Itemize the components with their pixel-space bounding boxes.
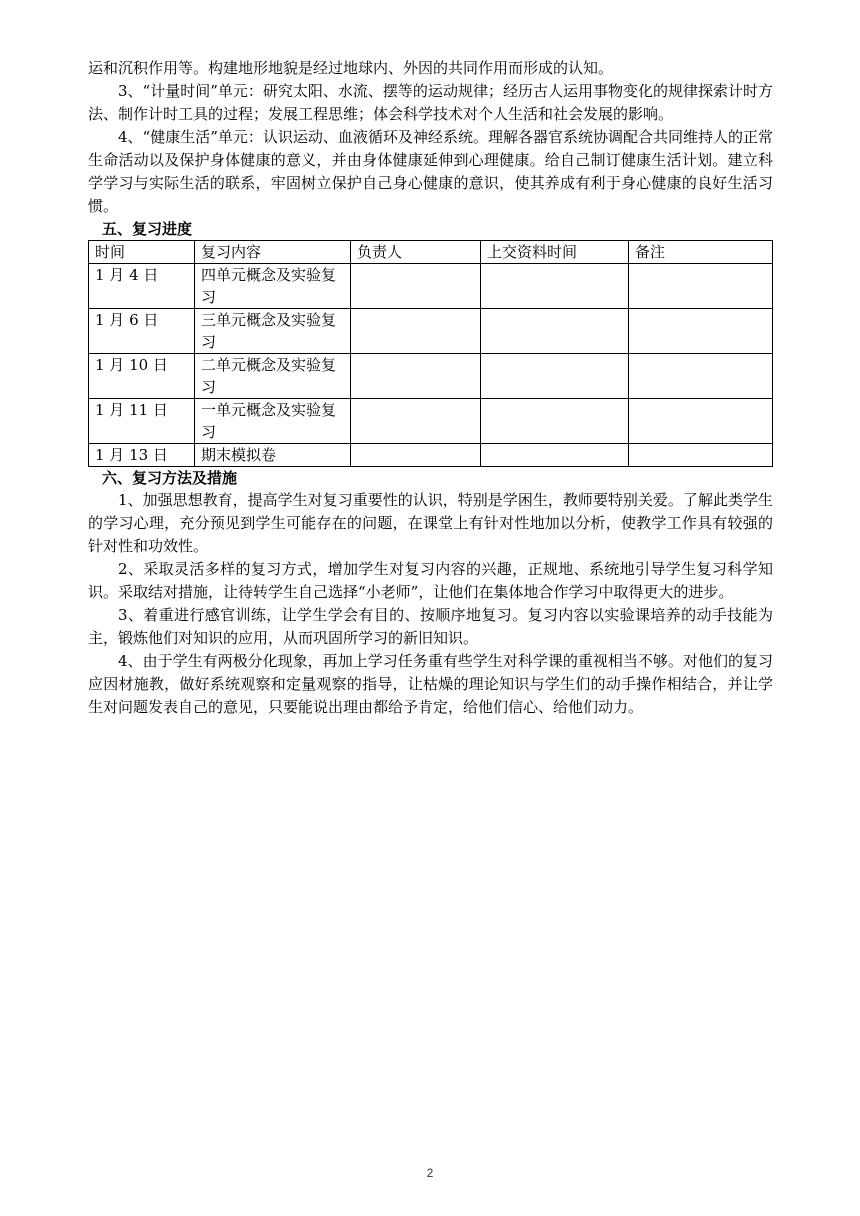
table-cell-submit-time bbox=[481, 264, 629, 309]
paragraph-method-2: 2、采取灵活多样的复习方式，增加学生对复习内容的兴趣，正规地、系统地引导学生复习科学知识。采取结对措施，让待转学生自己选择“小老师”，让他们在集体地合作学习中取得更大的进步。 bbox=[88, 560, 773, 601]
table-cell-notes bbox=[629, 309, 773, 354]
table-cell-date: 1 月 4 日 bbox=[89, 264, 195, 309]
table-cell-submit-time bbox=[481, 399, 629, 444]
table-cell-owner bbox=[351, 309, 481, 354]
table-header-cell: 负责人 bbox=[351, 241, 481, 264]
table-header-cell: 上交资料时间 bbox=[481, 241, 629, 264]
table-row bbox=[89, 309, 773, 354]
paragraph-method-4: 4、由于学生有两极分化现象，再加上学习任务重有些学生对科学课的重视相当不够。对他们的复习应因材施教，做好系统观察和定量观察的指导，让枯燥的理论知识与学生们的动手操作相结合，并让学生对问题发表自己的意见，只要能说出理由都给予肯定，给他们信心、给他们动力。 bbox=[88, 652, 773, 716]
table-cell-content: 期末模拟卷 bbox=[195, 444, 351, 467]
table-row bbox=[89, 399, 773, 444]
table-cell-submit-time bbox=[481, 309, 629, 354]
table-cell-notes bbox=[629, 444, 773, 467]
page-number: 2 bbox=[426, 1166, 434, 1180]
table-cell-owner bbox=[351, 399, 481, 444]
paragraph-unit-time: 3、“计量时间”单元：研究太阳、水流、摆等的运动规律；经历古人运用事物变化的规律探索计时方法、制作计时工具的过程；发展工程思维；体会科学技术对个人生活和社会发展的影响。 bbox=[88, 82, 773, 123]
table-cell-date: 1 月 6 日 bbox=[89, 309, 195, 354]
table-row bbox=[89, 444, 773, 467]
table-cell-date: 1 月 13 日 bbox=[89, 444, 195, 467]
paragraph-method-1: 1、加强思想教育，提高学生对复习重要性的认识，特别是学困生，教师要特别关爱。了解此类学生的学习心理，充分预见到学生可能存在的问题，在课堂上有针对性地加以分析，使教学工作具有较强的针对性和功效性。 bbox=[88, 491, 773, 555]
document-body bbox=[88, 57, 773, 719]
table-cell-notes bbox=[629, 399, 773, 444]
table-cell-notes bbox=[629, 264, 773, 309]
table-header-cell: 复习内容 bbox=[195, 241, 351, 264]
section-heading-review-methods: 六、复习方法及措施 bbox=[102, 469, 238, 487]
table-header-row bbox=[89, 241, 773, 264]
table-cell-content: 三单元概念及实验复习 bbox=[195, 309, 351, 354]
table-row bbox=[89, 354, 773, 399]
section-heading-review-schedule: 五、复习进度 bbox=[102, 220, 193, 238]
table-cell-date: 1 月 11 日 bbox=[89, 399, 195, 444]
table-cell-owner bbox=[351, 264, 481, 309]
table-header-cell: 备注 bbox=[629, 241, 773, 264]
paragraph-landform-conclusion: 运和沉积作用等。构建地形地貌是经过地球内、外因的共同作用而形成的认知。 bbox=[88, 59, 614, 77]
table-cell-submit-time bbox=[481, 444, 629, 467]
paragraph-method-3: 3、着重进行感官训练，让学生学会有目的、按顺序地复习。复习内容以实验课培养的动手技能为主，锻炼他们对知识的应用，从而巩固所学习的新旧知识。 bbox=[88, 606, 773, 647]
review-schedule-table bbox=[88, 240, 773, 467]
table-cell-owner bbox=[351, 354, 481, 399]
table-cell-content: 一单元概念及实验复习 bbox=[195, 399, 351, 444]
table-row bbox=[89, 264, 773, 309]
table-cell-content: 四单元概念及实验复习 bbox=[195, 264, 351, 309]
table-cell-notes bbox=[629, 354, 773, 399]
table-header-cell: 时间 bbox=[89, 241, 195, 264]
paragraph-unit-health: 4、“健康生活”单元：认识运动、血液循环及神经系统。理解各器官系统协调配合共同维持人的正常生命活动以及保护身体健康的意义，并由身体健康延伸到心理健康。给自己制订健康生活计划。建立科学学习与实际生活的联系，牢固树立保护自己身心健康的意识，使其养成有利于身心健康的良好生活习惯。 bbox=[88, 128, 773, 215]
table-cell-submit-time bbox=[481, 354, 629, 399]
table-cell-content: 二单元概念及实验复习 bbox=[195, 354, 351, 399]
table-cell-date: 1 月 10 日 bbox=[89, 354, 195, 399]
table-cell-owner bbox=[351, 444, 481, 467]
